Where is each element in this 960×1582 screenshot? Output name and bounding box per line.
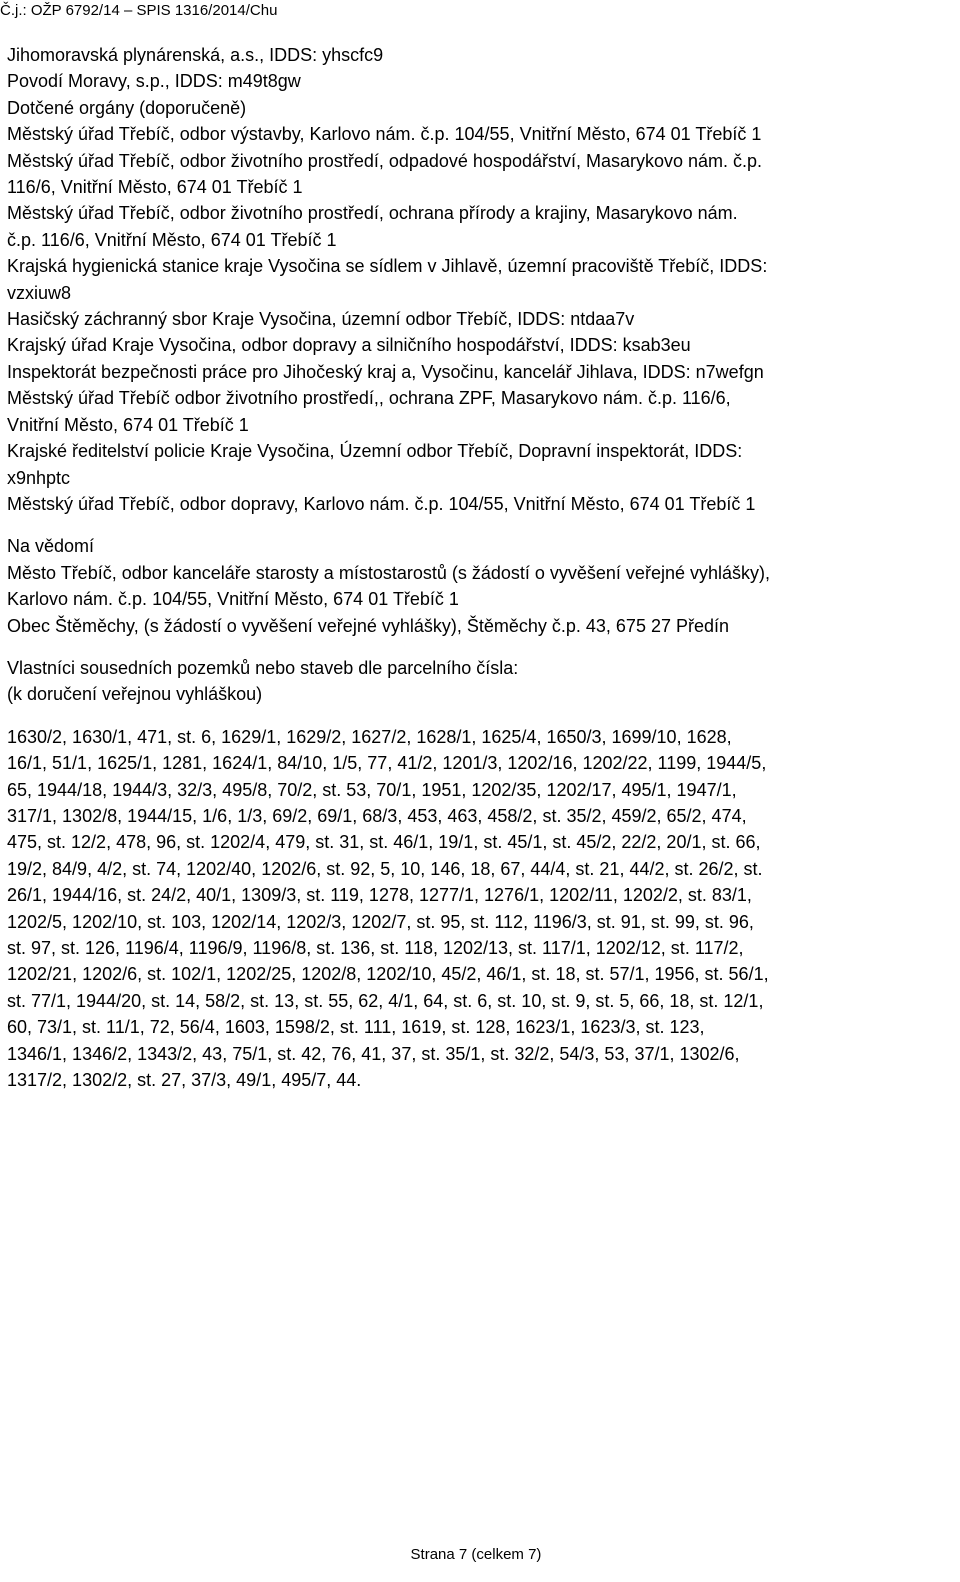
recipient-line: Krajský úřad Kraje Vysočina, odbor dopravy a silničního hospodářství, IDDS: ksab3eu (7, 335, 691, 356)
parcel-list (7, 724, 955, 1094)
notice-line: Obec Štěměchy, (s žádostí o vyvěšení veřejné vyhlášky), Štěměchy č.p. 43, 675 27 Předín (7, 615, 730, 636)
parcel-line: 1202/21, 1202/6, st. 102/1, 1202/25, 1202/8, 1202/10, 45/2, 46/1, st. 18, st. 57/1, 1956, st. 56/1, (7, 964, 769, 985)
recipient-line: Vnitřní Město, 674 01 Třebíč 1 (7, 414, 249, 435)
spacer (7, 708, 955, 724)
spacer (7, 639, 955, 655)
notice-heading: Na vědomí (7, 536, 95, 557)
notice-line: Město Třebíč, odbor kanceláře starosty a místostarostů (s žádostí o vyvěšení veřejné vyhlášky), (7, 562, 770, 583)
document-body (7, 42, 955, 1093)
notice-section (7, 533, 955, 639)
recipients-list (7, 42, 955, 517)
parcel-line: 19/2, 84/9, 4/2, st. 74, 1202/40, 1202/6, st. 92, 5, 10, 146, 18, 67, 44/4, st. 21, 44/2, st. 26/2, st. (7, 858, 763, 879)
recipient-line: č.p. 116/6, Vnitřní Město, 674 01 Třebíč 1 (7, 229, 337, 250)
parcel-line: 16/1, 51/1, 1625/1, 1281, 1624/1, 84/10, 1/5, 77, 41/2, 1201/3, 1202/16, 1202/22, 1199, 1944/5, (7, 753, 767, 774)
recipient-line: Povodí Moravy, s.p., IDDS: m49t8gw (7, 71, 301, 92)
recipient-line: Krajské ředitelství policie Kraje Vysočina, Územní odbor Třebíč, Dopravní inspektorát, IDDS: (7, 441, 743, 462)
owners-section (7, 655, 955, 708)
parcel-line: 65, 1944/18, 1944/3, 32/3, 495/8, 70/2, st. 53, 70/1, 1951, 1202/35, 1202/17, 495/1, 1947/1, (7, 779, 737, 800)
parcel-line: 1317/2, 1302/2, st. 27, 37/3, 49/1, 495/7, 44. (7, 1070, 362, 1091)
parcel-line: 1630/2, 1630/1, 471, st. 6, 1629/1, 1629/2, 1627/2, 1628/1, 1625/4, 1650/3, 1699/10, 1628, (7, 726, 732, 747)
section-heading-affected-authorities: Dotčené orgány (doporučeně) (7, 97, 247, 118)
recipient-line: x9nhptc (7, 467, 71, 488)
page-number: Strana 7 (celkem 7) (410, 1546, 542, 1563)
parcel-line: 475, st. 12/2, 478, 96, st. 1202/4, 479, st. 31, st. 46/1, 19/1, st. 45/1, st. 45/2, 22/2, 20/1, st. 66, (7, 832, 761, 853)
owners-subheading: (k doručení veřejnou vyhláškou) (7, 684, 263, 705)
recipient-line: 116/6, Vnitřní Město, 674 01 Třebíč 1 (7, 177, 303, 198)
parcel-line: 1202/5, 1202/10, st. 103, 1202/14, 1202/3, 1202/7, st. 95, st. 112, 1196/3, st. 91, st. 99, st. 96, (7, 911, 754, 932)
parcel-line: 26/1, 1944/16, st. 24/2, 40/1, 1309/3, st. 119, 1278, 1277/1, 1276/1, 1202/11, 1202/2, st. 83/1, (7, 885, 752, 906)
spacer (7, 517, 955, 533)
parcel-line: 60, 73/1, st. 11/1, 72, 56/4, 1603, 1598/2, st. 111, 1619, st. 128, 1623/1, 1623/3, st. 123, (7, 1017, 705, 1038)
recipient-line: Jihomoravská plynárenská, a.s., IDDS: yhscfc9 (7, 45, 384, 65)
page-footer (0, 1546, 960, 1564)
recipient-line: vzxiuw8 (7, 282, 72, 303)
recipient-line: Městský úřad Třebíč odbor životního prostředí,, ochrana ZPF, Masarykovo nám. č.p. 116/6, (7, 388, 731, 409)
recipient-line: Hasičský záchranný sbor Kraje Vysočina, územní odbor Třebíč, IDDS: ntdaa7v (7, 309, 635, 330)
recipient-line: Městský úřad Třebíč, odbor dopravy, Karlovo nám. č.p. 104/55, Vnitřní Město, 674 01 Třebíč 1 (7, 493, 756, 514)
recipient-line: Městský úřad Třebíč, odbor životního prostředí, odpadové hospodářství, Masarykovo nám. č.p. (7, 150, 763, 171)
recipient-line: Krajská hygienická stanice kraje Vysočina se sídlem v Jihlavě, územní pracoviště Třebíč, IDDS: (7, 256, 768, 277)
document-reference-header: Č.j.: OŽP 6792/14 – SPIS 1316/2014/Chu (0, 2, 278, 19)
parcel-line: st. 97, st. 126, 1196/4, 1196/9, 1196/8, st. 136, st. 118, 1202/13, st. 117/1, 1202/12, st. 117/2, (7, 938, 744, 958)
owners-heading: Vlastníci sousedních pozemků nebo staveb dle parcelního čísla: (7, 657, 519, 678)
recipient-line: Inspektorát bezpečnosti práce pro Jihočeský kraj a, Vysočinu, kancelář Jihlava, IDDS: n7wefgn (7, 361, 764, 382)
notice-line: Karlovo nám. č.p. 104/55, Vnitřní Město, 674 01 Třebíč 1 (7, 589, 459, 610)
recipient-line: Městský úřad Třebíč, odbor životního prostředí, ochrana přírody a krajiny, Masarykovo nám. (7, 203, 738, 224)
recipient-line: Městský úřad Třebíč, odbor výstavby, Karlovo nám. č.p. 104/55, Vnitřní Město, 674 01 Třebíč 1 (7, 124, 762, 145)
parcel-line: 1346/1, 1346/2, 1343/2, 43, 75/1, st. 42, 76, 41, 37, st. 35/1, st. 32/2, 54/3, 53, 37/1, 1302/6, (7, 1043, 740, 1064)
parcel-line: st. 77/1, 1944/20, st. 14, 58/2, st. 13, st. 55, 62, 4/1, 64, st. 6, st. 10, st. 9, st. 5, 66, 18, st. 12/1, (7, 990, 764, 1011)
parcel-line: 317/1, 1302/8, 1944/15, 1/6, 1/3, 69/2, 69/1, 68/3, 453, 463, 458/2, st. 35/2, 459/2, 65/2, 474, (7, 805, 747, 826)
